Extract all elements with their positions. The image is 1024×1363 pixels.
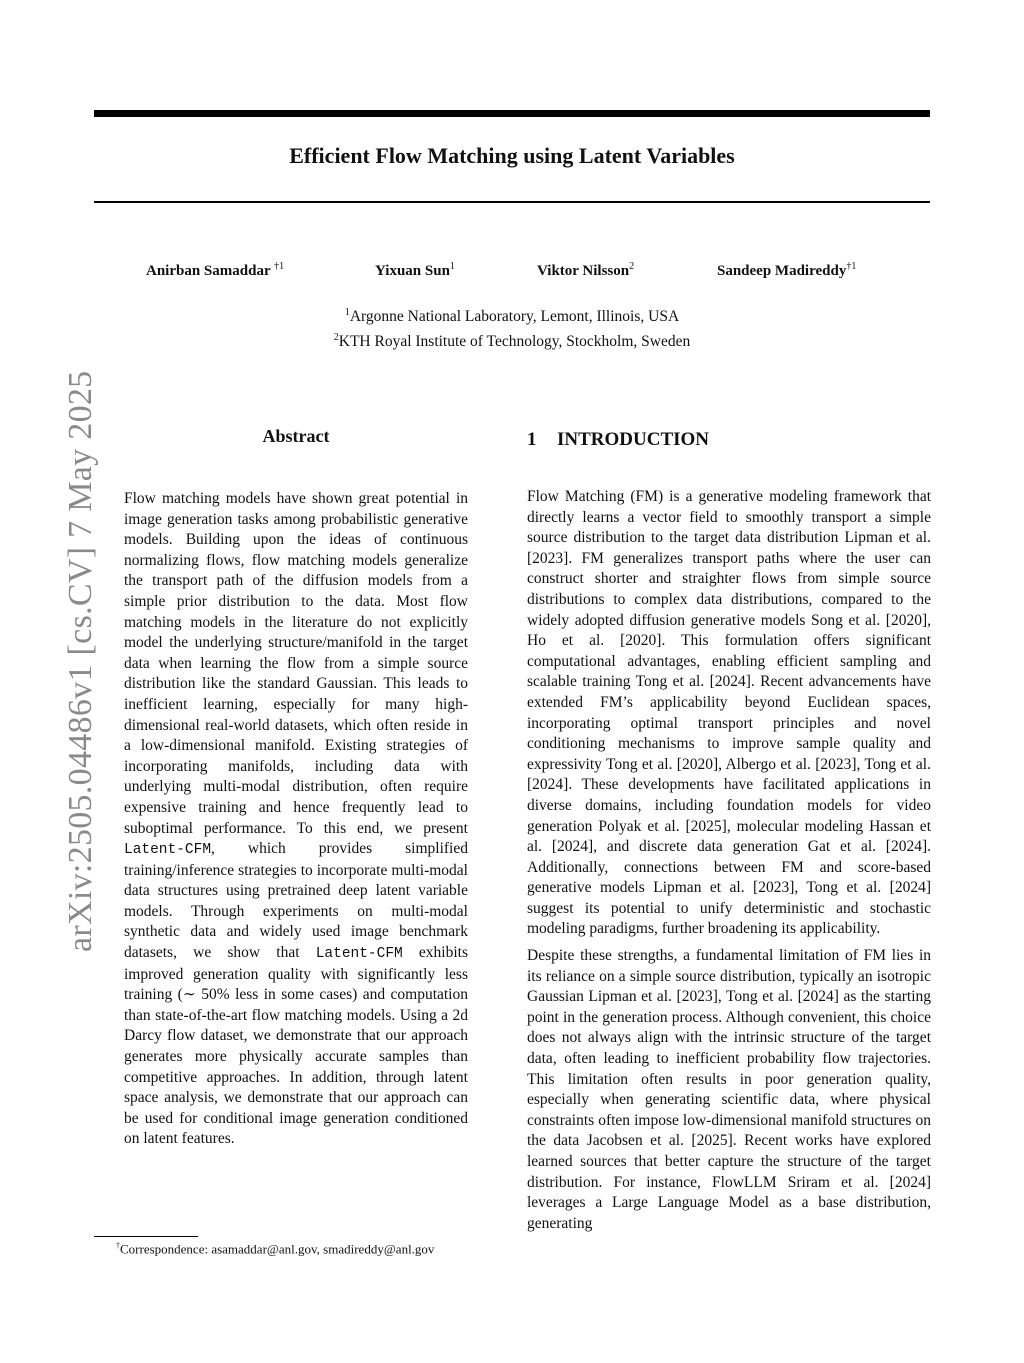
affiliation [0, 302, 1024, 327]
arxiv-identifier: arXiv:2505.04486v1 [cs.CV] 7 May 2025 [62, 370, 99, 952]
author [375, 261, 455, 280]
introduction-body [527, 487, 931, 1240]
author-mark: 1 [449, 261, 455, 272]
author-name: Sandeep Madireddy [717, 263, 847, 279]
footnote-mark: † [116, 1241, 120, 1250]
method-name: Latent-CFM [124, 842, 212, 859]
author-mark: 2 [629, 261, 635, 272]
footnote [116, 1241, 434, 1257]
abstract-text: exhibits improved generation quality with significantly less training (∼ 50% less in some cases) and computation than state-of-the-art flow matching models. Using a 2d Darcy flow dataset, we demonstrate that our approach generates more physically accurate samples than competitive approaches. In addition, through latent space analysis, we demonstrate that our approach can be used for conditional image generation conditioned on latent features. [124, 944, 468, 1148]
section-number: 1 [527, 429, 537, 450]
title-top-rule [94, 110, 930, 117]
footnote-rule [94, 1236, 198, 1237]
author [146, 261, 284, 280]
author-name: Anirban Samaddar [146, 263, 271, 279]
affiliation [0, 327, 1024, 352]
paper-title: Efficient Flow Matching using Latent Variables [289, 143, 735, 168]
author [717, 261, 856, 280]
author-mark: †1 [274, 261, 285, 272]
affiliation-text: Argonne National Laboratory, Lemont, Illinois, USA [349, 308, 680, 326]
author-mark: †1 [846, 261, 857, 272]
author [537, 261, 634, 280]
abstract-body [124, 489, 468, 1150]
abstract-heading: Abstract [262, 426, 330, 446]
affiliation-text: KTH Royal Institute of Technology, Stockholm, Sweden [338, 333, 691, 351]
author-name: Yixuan Sun [375, 263, 450, 279]
paragraph: Despite these strengths, a fundamental limitation of FM lies in its reliance on a simple source distribution, typically an isotropic Gaussian Lipman et al. [2023], Tong et al. [2024] as the starting point in the generation process. Although convenient, this choice does not always align with the intrinsic structure of the target data, often leading to inefficient probability flow trajectories. This limitation often results in poor generation quality, especially when generating scientific data, where physical constraints often impose low-dimensional manifold structures on the data Jacobsen et al. [2025]. Recent works have explored learned sources that better capture the structure of the target distribution. For instance, FlowLLM Sriram et al. [2024] leverages a Large Language Model as a base distribution, generating [527, 947, 931, 1232]
method-name: Latent-CFM [315, 946, 403, 963]
section-heading [527, 429, 709, 451]
affiliation-mark: 2 [333, 332, 339, 344]
section-title: INTRODUCTION [557, 429, 710, 450]
author-name: Viktor Nilsson [537, 263, 630, 279]
footnote-text: Correspondence: asamaddar@anl.gov, smadireddy@anl.gov [120, 1241, 435, 1257]
affiliations [0, 302, 1024, 352]
abstract-text: , which provides simplified training/inference strategies to incorporate multi-modal data structures using pretrained deep latent variable models. Through experiments on multi-modal synthetic data and widely used image benchmark datasets, we show that [124, 840, 468, 962]
paragraph: Flow Matching (FM) is a generative modeling framework that directly learns a vector field to smoothly transport a simple source distribution to the target data distribution Lipman et al. [2023]. FM generalizes transport paths where the user can construct shorter and straighter flows from simple source distributions to complex data distributions, compared to the widely adopted diffusion generative models Song et al. [2020], Ho et al. [2020]. This formulation offers significant computational advantages, enabling efficient sampling and scalable training Tong et al. [2024]. Recent advancements have extended FM’s applicability beyond Euclidean spaces, incorporating optimal transport principles and novel conditioning mechanisms to improve sample quality and expressivity Tong et al. [2020], Albergo et al. [2023], Tong et al. [2024]. These developments have facilitated applications in diverse domains, including foundation models for video generation Polyak et al. [2025], molecular modeling Hassan et al. [2024], and discrete data generation Gat et al. [2024]. Additionally, connections between FM and score-based generative models Lipman et al. [2023], Tong et al. [2024] suggest its potential to unify deterministic and stochastic modeling paradigms, further broadening its applicability. [527, 488, 931, 938]
affiliation-mark: 1 [344, 307, 350, 318]
abstract-text: Flow matching models have shown great potential in image generation tasks among probabilistic generative models. Building upon the ideas of continuous normalizing flows, flow matching models generalize the transport path of the diffusion models from a simple prior distribution to the data. Most flow matching models in the literature do not explicitly model the underlying structure/manifold in the target data when learning the flow from a simple source distribution like the standard Gaussian. This leads to inefficient learning, especially for many high-dimensional real-world datasets, which often reside in a low-dimensional manifold. Existing strategies of incorporating manifolds, including data with underlying multi-modal distribution, often require expensive training and hence frequently lead to suboptimal performance. To this end, we present [124, 490, 468, 837]
title-bottom-rule [94, 201, 930, 203]
